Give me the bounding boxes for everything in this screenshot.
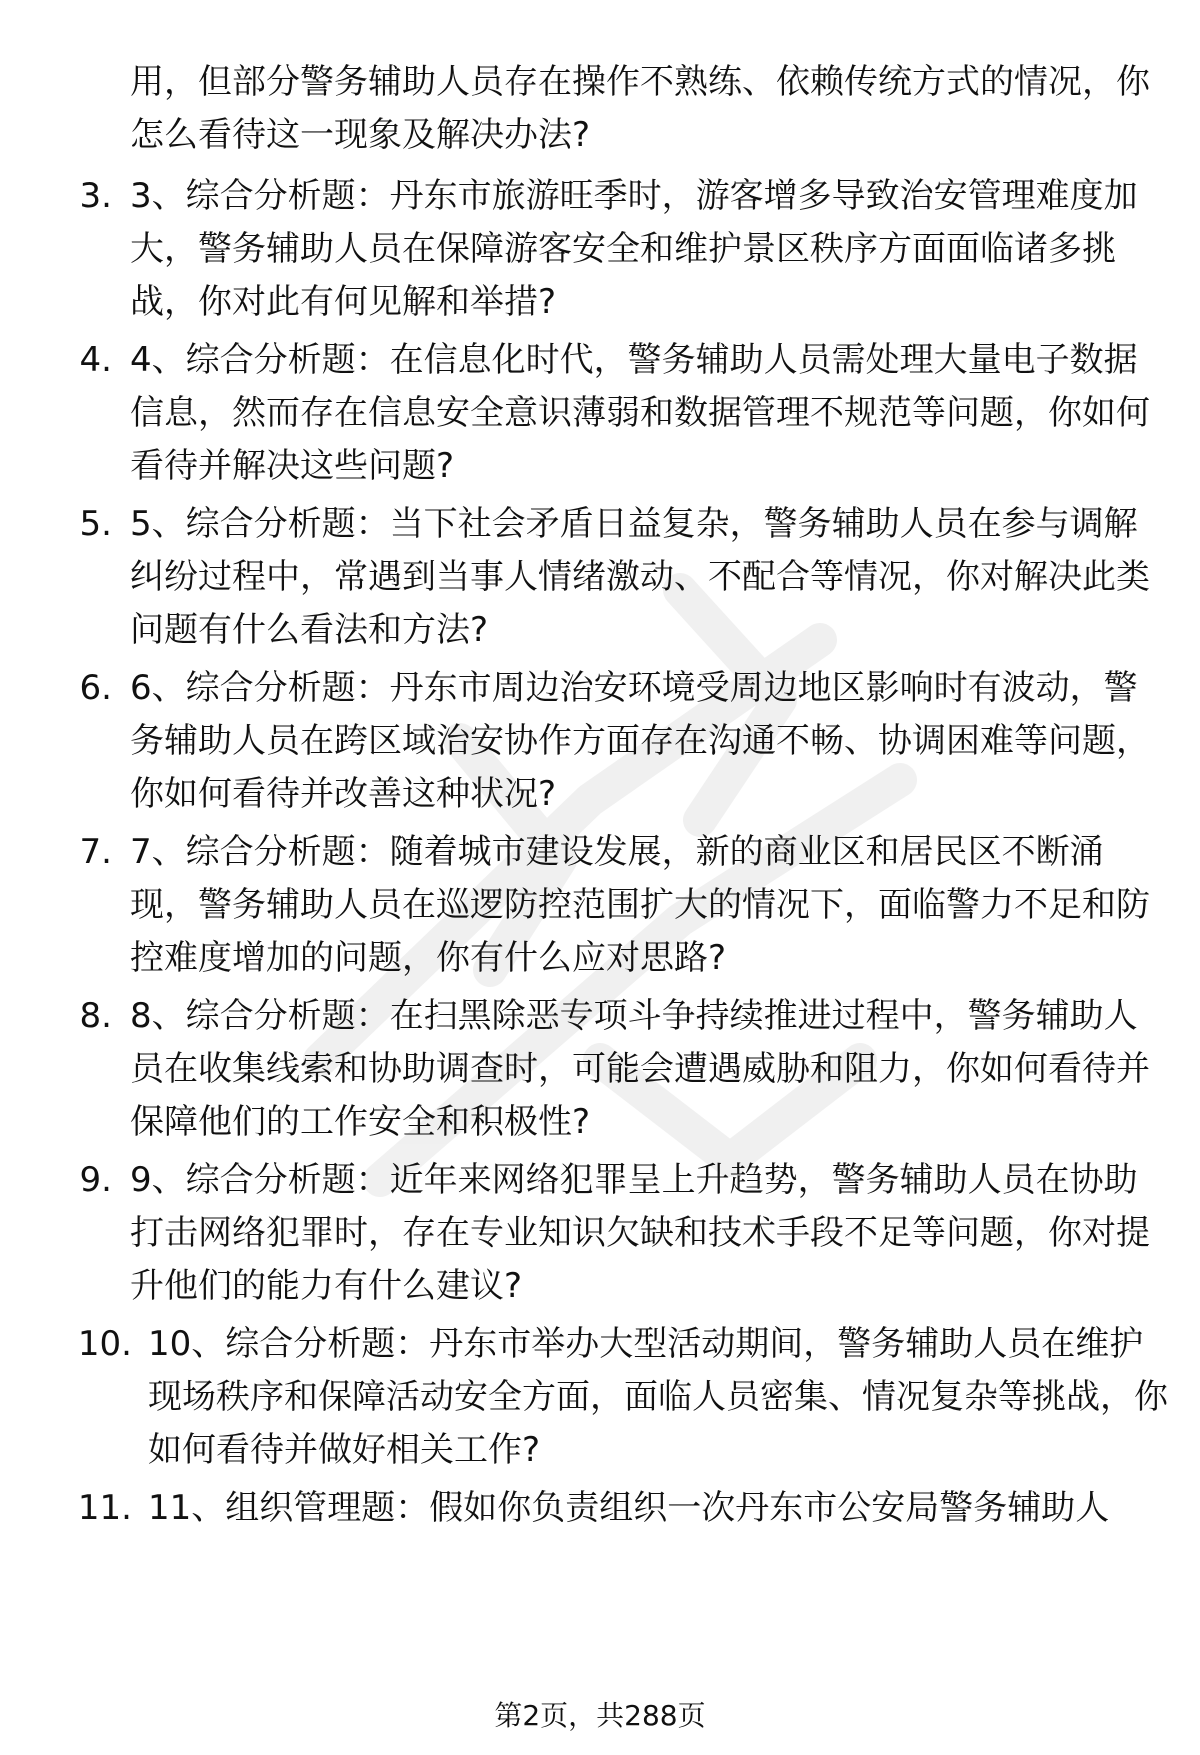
question-text: 3、综合分析题：丹东市旅游旺季时，游客增多导致治安管理难度加大，警务辅助人员在保障游客安全和维护景区秩序方面面临诸多挑战，你对此有何见解和举措?: [130, 176, 1138, 322]
question-text: 4、综合分析题：在信息化时代，警务辅助人员需处理大量电子数据信息，然而存在信息安全意识薄弱和数据管理不规范等问题，你如何看待并解决这些问题?: [130, 340, 1150, 486]
continuation-paragraph: 用，但部分警务辅助人员存在操作不熟练、依赖传统方式的情况，你怎么看待这一现象及解决办法?: [130, 62, 1150, 155]
list-number: 9.: [79, 1160, 112, 1200]
list-number: 11.: [77, 1488, 132, 1528]
list-number: 7.: [79, 832, 112, 872]
question-text: 11、组织管理题：假如你负责组织一次丹东市公安局警务辅助人: [148, 1488, 1110, 1528]
question-text: 9、综合分析题：近年来网络犯罪呈上升趋势，警务辅助人员在协助打击网络犯罪时，存在专业知识欠缺和技术手段不足等问题，你对提升他们的能力有什么建议?: [130, 1160, 1150, 1306]
list-number: 6.: [79, 668, 112, 708]
question-text: 6、综合分析题：丹东市周边治安环境受周边地区影响时有波动，警务辅助人员在跨区域治安协作方面存在沟通不畅、协调困难等问题，你如何看待并改善这种状况?: [130, 668, 1150, 814]
question-text: 8、综合分析题：在扫黑除恶专项斗争持续推进过程中，警务辅助人员在收集线索和协助调查时，可能会遭遇威胁和阻力，你如何看待并保障他们的工作安全和积极性?: [130, 996, 1150, 1142]
list-number: 3.: [79, 176, 112, 216]
list-number: 5.: [79, 504, 112, 544]
question-text: 10、综合分析题：丹东市举办大型活动期间，警务辅助人员在维护现场秩序和保障活动安全方面，面临人员密集、情况复杂等挑战，你如何看待并做好相关工作?: [148, 1324, 1168, 1470]
list-number: 10.: [77, 1324, 132, 1364]
list-number: 8.: [79, 996, 112, 1036]
question-text: 7、综合分析题：随着城市建设发展，新的商业区和居民区不断涌现，警务辅助人员在巡逻防控范围扩大的情况下，面临警力不足和防控难度增加的问题，你有什么应对思路?: [130, 832, 1150, 978]
question-text: 5、综合分析题：当下社会矛盾日益复杂，警务辅助人员在参与调解纠纷过程中，常遇到当事人情绪激动、不配合等情况，你对解决此类问题有什么看法和方法?: [130, 504, 1150, 650]
list-number: 4.: [79, 340, 112, 380]
page-footer: 第2页，共288页: [494, 1699, 706, 1732]
